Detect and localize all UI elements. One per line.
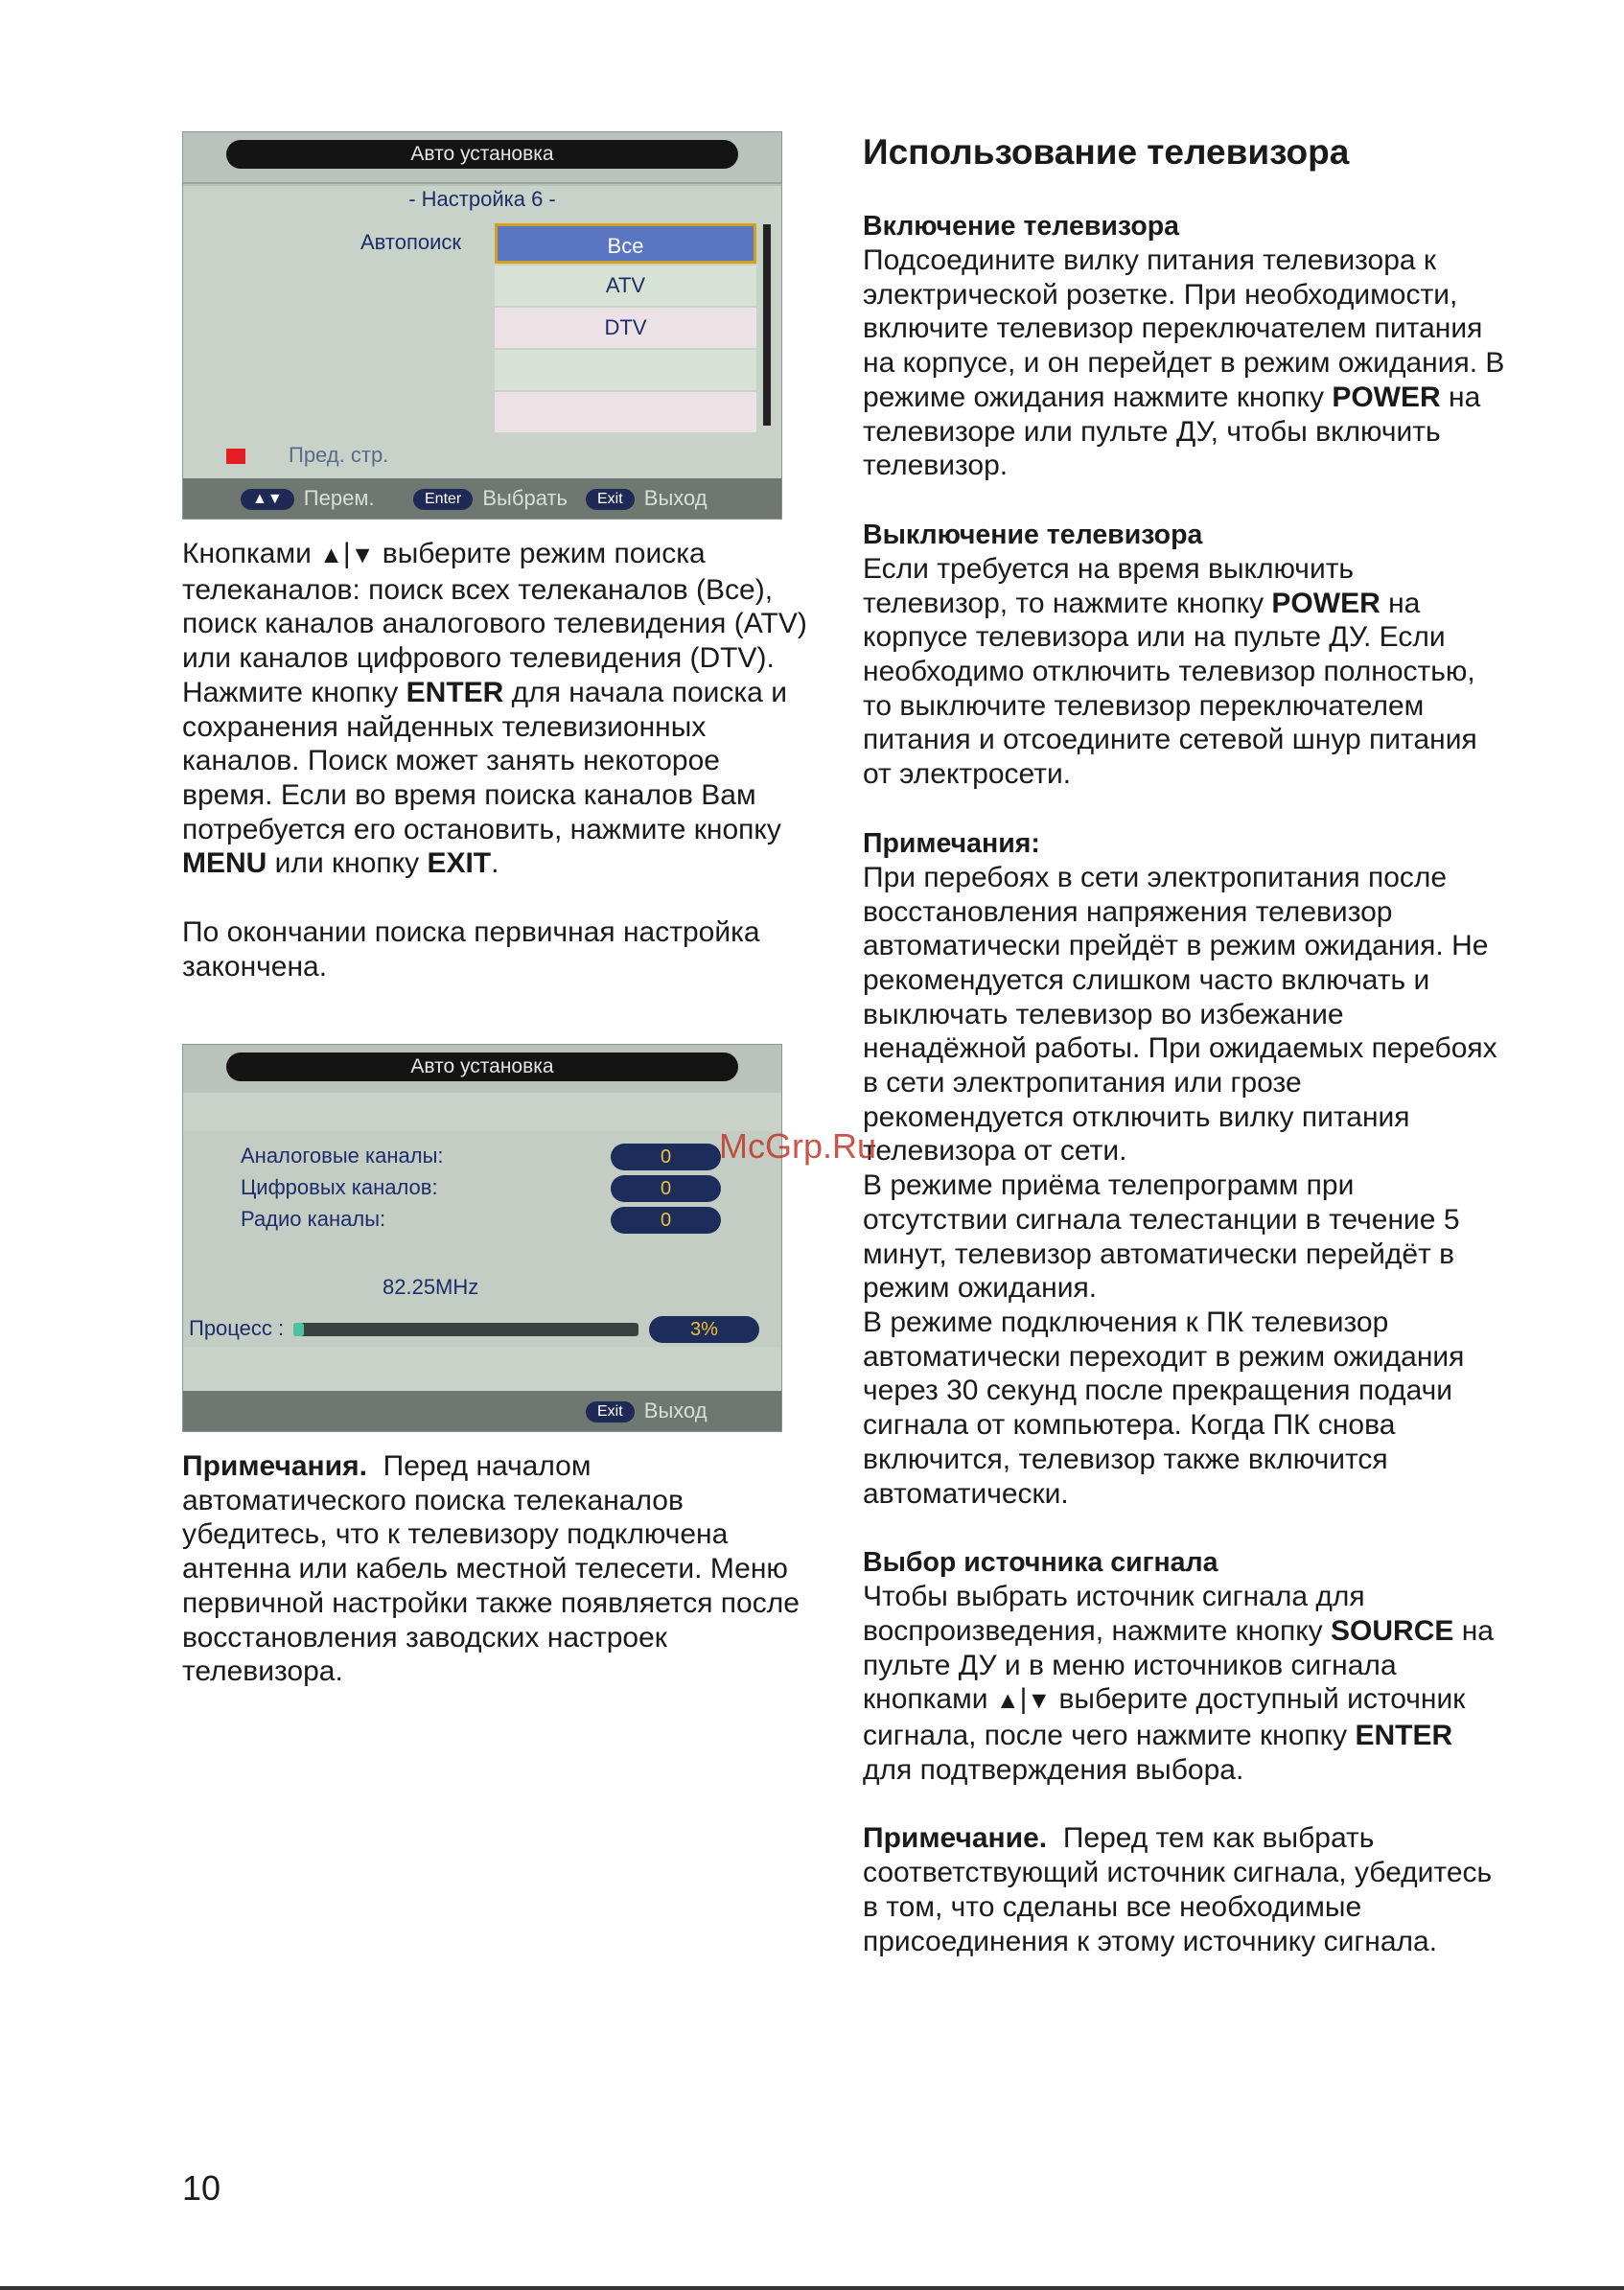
section-title-power-off: Выключение телевизора — [863, 519, 1203, 550]
paragraph-note-2: В режиме приёма телепрограмм при отсутствии сигнала телестанции в течение 5 минут, телевизор автоматически перейдёт в режим ожидания. — [863, 1169, 1460, 1305]
separator-icon: | — [342, 538, 351, 569]
screen-title: Авто установка — [226, 140, 738, 169]
option-all[interactable]: Все — [495, 223, 756, 264]
text-span: Если требуется на время выключить телевизор, то нажмите кнопку — [863, 552, 1355, 619]
power-key-text: POWER — [1332, 381, 1441, 413]
up-arrow-icon: ▲ — [995, 1687, 1020, 1715]
text-span: . — [491, 847, 499, 880]
digital-channels-value: 0 — [611, 1175, 721, 1202]
section-title-notes: Примечания: — [863, 827, 1040, 859]
power-key-text: POWER — [1271, 587, 1380, 619]
text-span: для начала поиска и сохранения найденных телевизионных каналов. Поиск может занять некоторое время. Если во время поиска каналов Вам потребуется его остановить, нажмите кнопку — [182, 676, 787, 845]
paragraph-source — [863, 1580, 1505, 1787]
text-span: или кнопку — [267, 847, 428, 880]
option-empty-2 — [495, 392, 756, 432]
down-arrow-icon: ▼ — [1027, 1687, 1052, 1715]
text-span: на пульте ДУ и в меню источников сигнала кнопками — [863, 1614, 1494, 1716]
source-key-text: SOURCE — [1331, 1614, 1454, 1647]
radio-channels-label: Радио каналы: — [241, 1207, 386, 1231]
left-note — [182, 1449, 815, 1689]
tv-screen-auto-install-search — [182, 131, 782, 520]
text-span: на телевизоре или пульте ДУ, чтобы включить телевизор. — [863, 381, 1481, 482]
progress-label: Процесс : — [189, 1316, 285, 1340]
paragraph-source-note — [863, 1821, 1505, 1958]
tv-screen-auto-install-progress — [182, 1044, 782, 1432]
exit-label: Выход — [643, 486, 708, 510]
exit-key-icon: Exit — [586, 1401, 635, 1423]
progress-percent: 3% — [649, 1316, 759, 1343]
text-span: выберите режим поиска телеканалов: поиск всех телеканалов (Все), поиск каналов аналогового телевидения (ATV) или каналов цифрового телевидения (DTV). — [182, 538, 807, 675]
right-column — [863, 209, 1505, 1958]
digital-channels-label: Цифровых каналов: — [241, 1175, 438, 1199]
prev-page-label: Пред. стр. — [289, 443, 389, 467]
option-empty-1 — [495, 350, 756, 390]
paragraph-note-3: В режиме подключения к ПК телевизор автоматически переходит в режим ожидания через 30 секунд после прекращения подачи сигнала от компьютера. Когда ПК снова включится, телевизор также включится автоматически. — [863, 1306, 1465, 1510]
progress-track — [293, 1323, 638, 1336]
panel-divider — [183, 182, 781, 184]
paragraph-search-mode — [182, 537, 815, 676]
exit-key-icon: Exit — [586, 489, 635, 510]
text-span: Перед началом автоматического поиска телеканалов убедитесь, что к телевизору подключена антенна или кабель местной телесети. Меню первичной настройки также появляется после восстановления заводских настроек телевизора. — [182, 1450, 800, 1688]
menu-key-text: MENU — [182, 847, 267, 880]
screen-footer — [183, 1391, 781, 1431]
section-title-power-on: Включение телевизора — [863, 211, 1180, 242]
text-span: Нажмите кнопку — [182, 676, 406, 708]
text-span: Подсоедините вилку питания телевизора к электрической розетке. При необходимости, включите телевизор переключателем питания на корпусе, и он перейдет в режим ожидания. В режиме ожидания нажмите кнопку — [863, 244, 1505, 413]
analog-channels-label: Аналоговые каналы: — [241, 1144, 444, 1168]
text-span: на корпусе телевизора или на пульте ДУ. Если необходимо отключить телевизор полностью, то выключите телевизор переключателем питания и отсоедините сетевой шнур питания от электросети. — [863, 587, 1477, 791]
exit-key-text: EXIT — [427, 847, 492, 880]
screen-title: Авто установка — [226, 1052, 738, 1081]
analog-channels-value: 0 — [611, 1144, 721, 1170]
paragraph-setup-complete: По окончании поиска первичная настройка закончена. — [182, 916, 760, 983]
up-arrow-icon: ▲ — [319, 542, 343, 568]
watermark: McGrp.Ru — [719, 1126, 877, 1166]
nav-label: Перем. — [303, 486, 375, 510]
enter-key-text: ENTER — [406, 676, 504, 708]
note-title: Примечания. — [182, 1450, 367, 1482]
autosearch-label: Автопоиск — [360, 230, 462, 254]
paragraph-note — [182, 1449, 815, 1689]
option-atv[interactable]: ATV — [495, 266, 756, 306]
separator-icon: | — [1019, 1683, 1028, 1716]
text-span: Кнопками — [182, 538, 320, 569]
screen-subtitle: - Настройка 6 - — [408, 187, 556, 211]
option-dtv[interactable]: DTV — [495, 308, 756, 348]
down-arrow-icon: ▼ — [350, 542, 375, 568]
paragraph-power-on — [863, 243, 1505, 483]
enter-key-icon: Enter — [413, 489, 473, 510]
paragraph-enter-search — [182, 676, 815, 881]
nav-key-icon: ▲▼ — [241, 489, 294, 510]
progress-fill — [293, 1323, 304, 1336]
text-span: Чтобы выбрать источник сигнала для воспроизведения, нажмите кнопку — [863, 1581, 1365, 1647]
enter-key-text: ENTER — [1355, 1720, 1453, 1752]
red-button-icon — [226, 449, 245, 464]
note-title: Примечание. — [863, 1822, 1048, 1855]
radio-channels-value: 0 — [611, 1207, 721, 1234]
text-span: выберите доступный источник сигнала, после чего нажмите кнопку — [863, 1683, 1466, 1752]
section-title-source: Выбор источника сигнала — [863, 1547, 1218, 1579]
text-span: Перед тем как выбрать соответствующий источник сигнала, убедитесь в том, что сделаны все необходимые присоединения к этому источнику сигнала. — [863, 1822, 1493, 1957]
page-number: 10 — [182, 2168, 221, 2208]
page-title: Использование телевизора — [863, 132, 1350, 172]
left-column — [182, 537, 815, 983]
paragraph-power-off — [863, 552, 1505, 792]
scrollbar[interactable] — [763, 224, 771, 426]
frequency-readout: 82.25MHz — [383, 1275, 479, 1299]
bottom-rule — [0, 2286, 1624, 2290]
text-span: для подтверждения выбора. — [863, 1753, 1244, 1786]
paragraph-note-1: При перебоях в сети электропитания после восстановления напряжения телевизор автоматически прейдёт в режим ожидания. Не рекомендуется слишком часто включать и выключать телевизор во избежание ненадёжной работы. При ожидаемых перебоях в сети электропитания или грозе рекомендуется отключить вилку питания телевизора от сети. — [863, 861, 1497, 1168]
exit-label: Выход — [643, 1399, 708, 1423]
enter-label: Выбрать — [482, 486, 568, 510]
screen-footer — [183, 478, 781, 519]
